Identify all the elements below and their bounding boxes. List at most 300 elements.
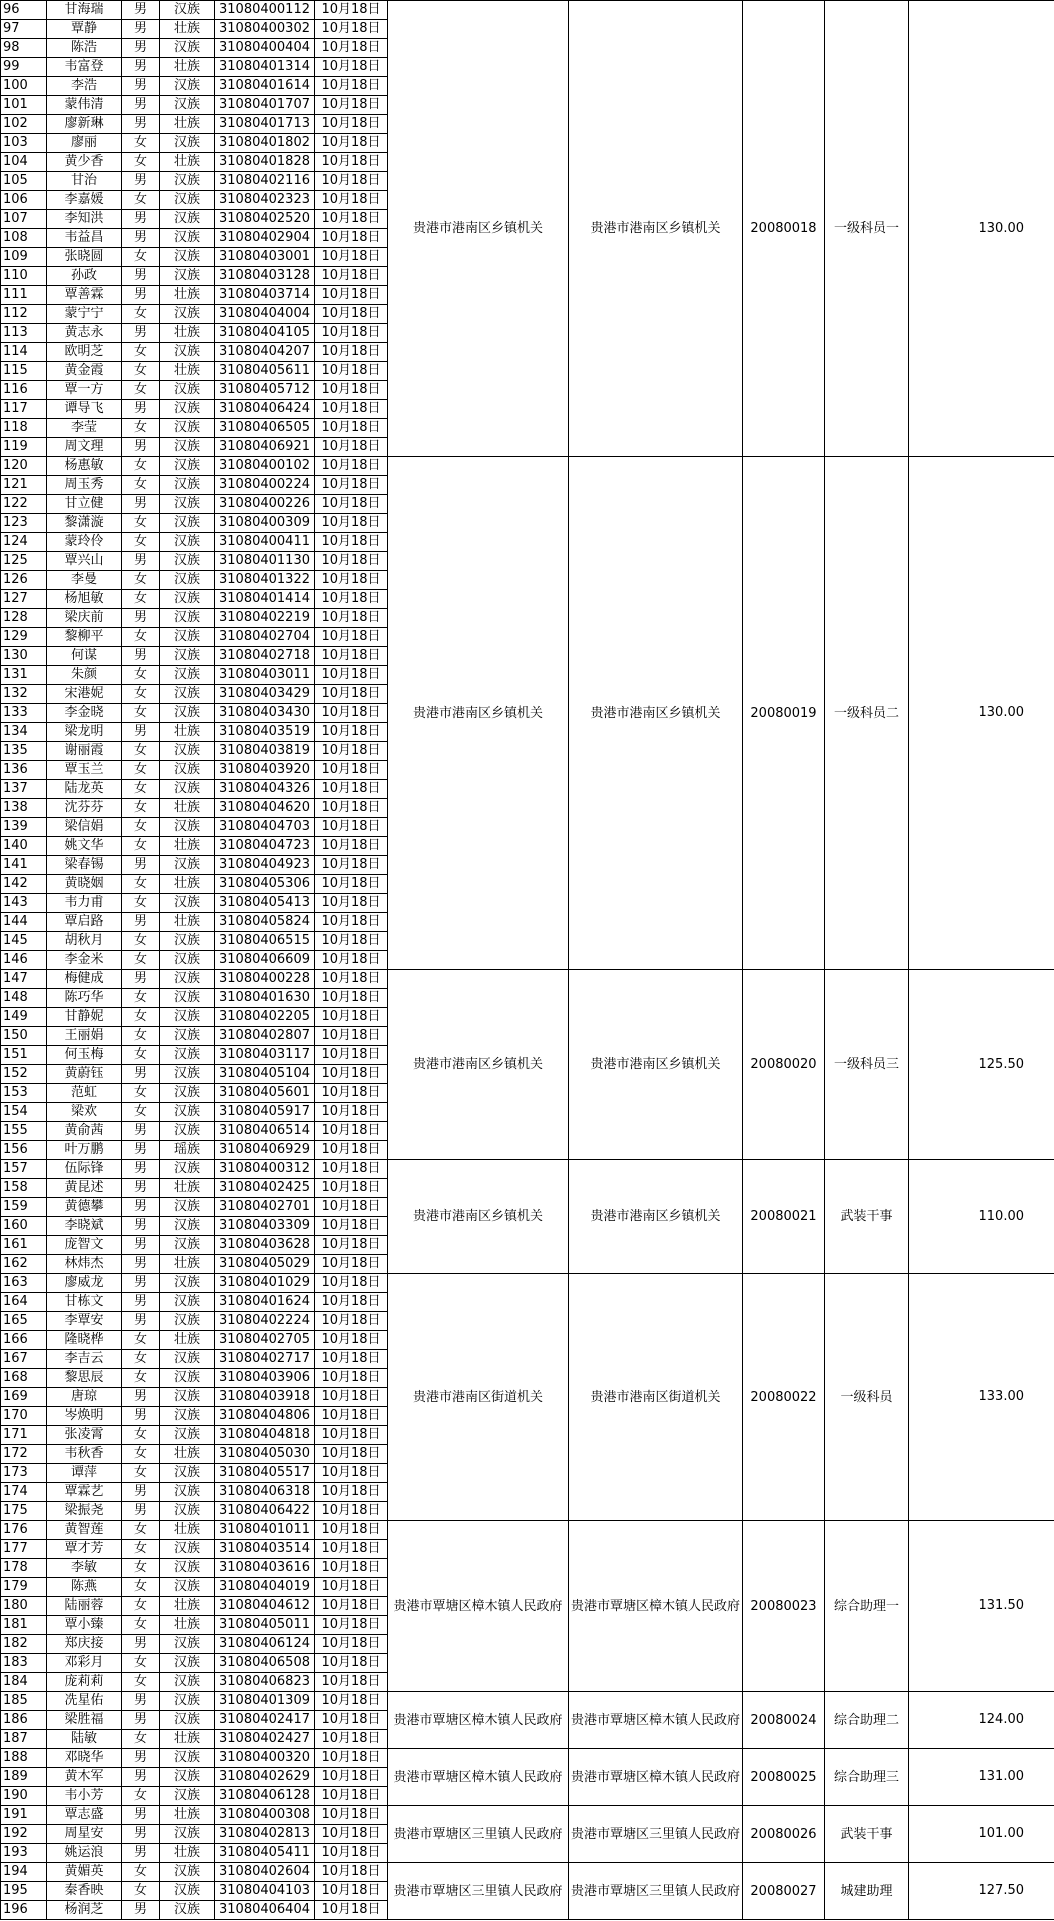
ethnicity: 汉族 <box>160 970 215 989</box>
exam-date: 10月18日 <box>315 1445 388 1464</box>
employing-unit: 贵港市港南区乡镇机关 <box>569 457 743 970</box>
gender: 女 <box>122 666 160 685</box>
ethnicity: 汉族 <box>160 894 215 913</box>
ticket-number: 31080401802 <box>215 134 315 153</box>
ticket-number: 31080405824 <box>215 913 315 932</box>
candidate-name: 李敏 <box>47 1559 122 1578</box>
gender: 男 <box>122 39 160 58</box>
candidate-name: 覃启路 <box>47 913 122 932</box>
candidate-name: 黎柳平 <box>47 628 122 647</box>
exam-date: 10月18日 <box>315 1635 388 1654</box>
ethnicity: 汉族 <box>160 1084 215 1103</box>
candidate-name: 黄媚英 <box>47 1863 122 1882</box>
ticket-number: 31080405030 <box>215 1445 315 1464</box>
exam-date: 10月18日 <box>315 1160 388 1179</box>
ticket-number: 31080404818 <box>215 1426 315 1445</box>
candidate-name: 胡秋月 <box>47 932 122 951</box>
candidate-name: 唐琼 <box>47 1388 122 1407</box>
row-number: 149 <box>1 1008 47 1027</box>
exam-date: 10月18日 <box>315 1483 388 1502</box>
candidate-name: 覃兴山 <box>47 552 122 571</box>
gender: 男 <box>122 77 160 96</box>
ethnicity: 汉族 <box>160 989 215 1008</box>
candidate-name: 黄俞茜 <box>47 1122 122 1141</box>
position-code: 20080021 <box>743 1160 825 1274</box>
row-number: 123 <box>1 514 47 533</box>
ethnicity: 汉族 <box>160 856 215 875</box>
ticket-number: 31080406929 <box>215 1141 315 1160</box>
gender: 女 <box>122 1008 160 1027</box>
exam-date: 10月18日 <box>315 1065 388 1084</box>
row-number: 179 <box>1 1578 47 1597</box>
row-number: 167 <box>1 1350 47 1369</box>
candidate-name: 覃小臻 <box>47 1616 122 1635</box>
ticket-number: 31080403011 <box>215 666 315 685</box>
ticket-number: 31080402813 <box>215 1825 315 1844</box>
ethnicity: 汉族 <box>160 1749 215 1768</box>
row-number: 144 <box>1 913 47 932</box>
gender: 女 <box>122 248 160 267</box>
gender: 男 <box>122 229 160 248</box>
candidate-name: 韦富登 <box>47 58 122 77</box>
table-row <box>1 1274 1054 1293</box>
row-number: 99 <box>1 58 47 77</box>
row-number: 156 <box>1 1141 47 1160</box>
candidate-name: 周玉秀 <box>47 476 122 495</box>
ticket-number: 31080403309 <box>215 1217 315 1236</box>
ethnicity: 壮族 <box>160 115 215 134</box>
candidate-name: 李曼 <box>47 571 122 590</box>
ticket-number: 31080403628 <box>215 1236 315 1255</box>
ethnicity: 汉族 <box>160 685 215 704</box>
exam-date: 10月18日 <box>315 1654 388 1673</box>
candidate-name: 谢丽霞 <box>47 742 122 761</box>
ethnicity: 汉族 <box>160 666 215 685</box>
exam-date: 10月18日 <box>315 894 388 913</box>
candidate-name: 覃霖艺 <box>47 1483 122 1502</box>
ticket-number: 31080401414 <box>215 590 315 609</box>
cutoff-score: 131.50 <box>909 1521 1054 1692</box>
ticket-number: 31080400411 <box>215 533 315 552</box>
exam-date: 10月18日 <box>315 1578 388 1597</box>
ethnicity: 汉族 <box>160 1369 215 1388</box>
candidate-name: 孙政 <box>47 267 122 286</box>
ethnicity: 壮族 <box>160 1255 215 1274</box>
gender: 男 <box>122 1236 160 1255</box>
row-number: 116 <box>1 381 47 400</box>
candidate-name: 韦益昌 <box>47 229 122 248</box>
exam-date: 10月18日 <box>315 1806 388 1825</box>
candidate-name: 甘海瑞 <box>47 1 122 20</box>
candidate-name: 黄智莲 <box>47 1521 122 1540</box>
recruiting-department: 贵港市港南区乡镇机关 <box>388 1 569 457</box>
gender: 男 <box>122 1198 160 1217</box>
ticket-number: 31080402520 <box>215 210 315 229</box>
employing-unit: 贵港市覃塘区三里镇人民政府 <box>569 1806 743 1863</box>
gender: 女 <box>122 1521 160 1540</box>
ticket-number: 31080404620 <box>215 799 315 818</box>
row-number: 114 <box>1 343 47 362</box>
exam-date: 10月18日 <box>315 1084 388 1103</box>
row-number: 159 <box>1 1198 47 1217</box>
row-number: 177 <box>1 1540 47 1559</box>
gender: 女 <box>122 571 160 590</box>
exam-date: 10月18日 <box>315 552 388 571</box>
ethnicity: 壮族 <box>160 913 215 932</box>
ethnicity: 汉族 <box>160 210 215 229</box>
exam-date: 10月18日 <box>315 1236 388 1255</box>
candidate-name: 张凌霄 <box>47 1426 122 1445</box>
ticket-number: 31080406508 <box>215 1654 315 1673</box>
gender: 男 <box>122 1806 160 1825</box>
ticket-number: 31080406422 <box>215 1502 315 1521</box>
row-number: 115 <box>1 362 47 381</box>
row-number: 194 <box>1 1863 47 1882</box>
row-number: 170 <box>1 1407 47 1426</box>
gender: 女 <box>122 590 160 609</box>
exam-date: 10月18日 <box>315 1407 388 1426</box>
ticket-number: 31080403429 <box>215 685 315 704</box>
row-number: 173 <box>1 1464 47 1483</box>
ticket-number: 31080406318 <box>215 1483 315 1502</box>
row-number: 145 <box>1 932 47 951</box>
position-name: 综合助理一 <box>825 1521 909 1692</box>
ethnicity: 汉族 <box>160 609 215 628</box>
ticket-number: 31080400102 <box>215 457 315 476</box>
candidate-name: 庞莉莉 <box>47 1673 122 1692</box>
row-number: 137 <box>1 780 47 799</box>
ticket-number: 31080402701 <box>215 1198 315 1217</box>
row-number: 188 <box>1 1749 47 1768</box>
gender: 男 <box>122 115 160 134</box>
row-number: 181 <box>1 1616 47 1635</box>
exam-date: 10月18日 <box>315 628 388 647</box>
row-number: 155 <box>1 1122 47 1141</box>
ethnicity: 壮族 <box>160 1597 215 1616</box>
exam-date: 10月18日 <box>315 590 388 609</box>
ticket-number: 31080402705 <box>215 1331 315 1350</box>
gender: 男 <box>122 1 160 20</box>
exam-date: 10月18日 <box>315 1179 388 1198</box>
ticket-number: 31080404103 <box>215 1882 315 1901</box>
candidate-name: 宋港妮 <box>47 685 122 704</box>
position-code: 20080025 <box>743 1749 825 1806</box>
ethnicity: 汉族 <box>160 1882 215 1901</box>
ticket-number: 31080401713 <box>215 115 315 134</box>
ticket-number: 31080401029 <box>215 1274 315 1293</box>
gender: 男 <box>122 1749 160 1768</box>
ticket-number: 31080402323 <box>215 191 315 210</box>
gender: 女 <box>122 894 160 913</box>
candidate-name: 黎思辰 <box>47 1369 122 1388</box>
ticket-number: 31080400228 <box>215 970 315 989</box>
ticket-number: 31080402219 <box>215 609 315 628</box>
ticket-number: 31080405011 <box>215 1616 315 1635</box>
cutoff-score: 127.50 <box>909 1863 1054 1920</box>
recruiting-department: 贵港市港南区乡镇机关 <box>388 970 569 1160</box>
ethnicity: 壮族 <box>160 875 215 894</box>
gender: 男 <box>122 913 160 932</box>
gender: 男 <box>122 1141 160 1160</box>
candidate-name: 梁庆前 <box>47 609 122 628</box>
ethnicity: 汉族 <box>160 39 215 58</box>
recruiting-department: 贵港市港南区街道机关 <box>388 1274 569 1521</box>
ticket-number: 31080405306 <box>215 875 315 894</box>
employing-unit: 贵港市覃塘区三里镇人民政府 <box>569 1863 743 1920</box>
gender: 女 <box>122 1578 160 1597</box>
employing-unit: 贵港市覃塘区樟木镇人民政府 <box>569 1692 743 1749</box>
gender: 女 <box>122 305 160 324</box>
ethnicity: 汉族 <box>160 1673 215 1692</box>
gender: 男 <box>122 1844 160 1863</box>
row-number: 134 <box>1 723 47 742</box>
row-number: 124 <box>1 533 47 552</box>
ticket-number: 31080405411 <box>215 1844 315 1863</box>
ticket-number: 31080403430 <box>215 704 315 723</box>
exam-date: 10月18日 <box>315 1787 388 1806</box>
candidate-name: 黄志永 <box>47 324 122 343</box>
exam-date: 10月18日 <box>315 704 388 723</box>
position-name: 一级科员二 <box>825 457 909 970</box>
candidate-name: 陈燕 <box>47 1578 122 1597</box>
position-code: 20080023 <box>743 1521 825 1692</box>
ethnicity: 汉族 <box>160 1103 215 1122</box>
ethnicity: 汉族 <box>160 457 215 476</box>
candidate-name: 杨旭敏 <box>47 590 122 609</box>
employing-unit: 贵港市覃塘区樟木镇人民政府 <box>569 1521 743 1692</box>
exam-date: 10月18日 <box>315 286 388 305</box>
position-name: 综合助理二 <box>825 1692 909 1749</box>
row-number: 146 <box>1 951 47 970</box>
gender: 男 <box>122 1274 160 1293</box>
gender: 女 <box>122 1046 160 1065</box>
candidate-name: 陆龙英 <box>47 780 122 799</box>
exam-date: 10月18日 <box>315 115 388 134</box>
candidate-name: 李吉云 <box>47 1350 122 1369</box>
candidate-name: 甘治 <box>47 172 122 191</box>
candidate-name: 李嘉媛 <box>47 191 122 210</box>
exam-date: 10月18日 <box>315 191 388 210</box>
candidate-name: 李金晓 <box>47 704 122 723</box>
ticket-number: 31080402224 <box>215 1312 315 1331</box>
ticket-number: 31080406609 <box>215 951 315 970</box>
ticket-number: 31080406404 <box>215 1901 315 1920</box>
exam-date: 10月18日 <box>315 1008 388 1027</box>
gender: 女 <box>122 457 160 476</box>
candidate-name: 李金米 <box>47 951 122 970</box>
exam-date: 10月18日 <box>315 1825 388 1844</box>
ticket-number: 31080402807 <box>215 1027 315 1046</box>
exam-date: 10月18日 <box>315 875 388 894</box>
ethnicity: 汉族 <box>160 1578 215 1597</box>
employing-unit: 贵港市港南区乡镇机关 <box>569 1160 743 1274</box>
exam-date: 10月18日 <box>315 1540 388 1559</box>
gender: 女 <box>122 1673 160 1692</box>
row-number: 184 <box>1 1673 47 1692</box>
ethnicity: 汉族 <box>160 1160 215 1179</box>
row-number: 135 <box>1 742 47 761</box>
row-number: 132 <box>1 685 47 704</box>
exam-date: 10月18日 <box>315 1882 388 1901</box>
exam-date: 10月18日 <box>315 1711 388 1730</box>
candidate-name: 廖丽 <box>47 134 122 153</box>
ticket-number: 31080402425 <box>215 1179 315 1198</box>
row-number: 169 <box>1 1388 47 1407</box>
gender: 女 <box>122 1350 160 1369</box>
row-number: 147 <box>1 970 47 989</box>
gender: 女 <box>122 514 160 533</box>
ethnicity: 汉族 <box>160 248 215 267</box>
ethnicity: 汉族 <box>160 1426 215 1445</box>
candidate-name: 甘静妮 <box>47 1008 122 1027</box>
ethnicity: 壮族 <box>160 1730 215 1749</box>
gender: 男 <box>122 324 160 343</box>
row-number: 171 <box>1 1426 47 1445</box>
exam-date: 10月18日 <box>315 1426 388 1445</box>
row-number: 130 <box>1 647 47 666</box>
exam-date: 10月18日 <box>315 1198 388 1217</box>
candidate-name: 陈巧华 <box>47 989 122 1008</box>
gender: 男 <box>122 58 160 77</box>
ticket-number: 31080406921 <box>215 438 315 457</box>
candidate-name: 姚运浪 <box>47 1844 122 1863</box>
gender: 女 <box>122 381 160 400</box>
candidate-name: 陆敏 <box>47 1730 122 1749</box>
ethnicity: 汉族 <box>160 647 215 666</box>
ticket-number: 31080405601 <box>215 1084 315 1103</box>
position-name: 综合助理三 <box>825 1749 909 1806</box>
exam-date: 10月18日 <box>315 533 388 552</box>
gender: 男 <box>122 400 160 419</box>
gender: 女 <box>122 742 160 761</box>
candidate-name: 李晓斌 <box>47 1217 122 1236</box>
ethnicity: 汉族 <box>160 1825 215 1844</box>
exam-date: 10月18日 <box>315 1616 388 1635</box>
ethnicity: 汉族 <box>160 1502 215 1521</box>
exam-date: 10月18日 <box>315 1350 388 1369</box>
ticket-number: 31080406128 <box>215 1787 315 1806</box>
candidate-name: 周文理 <box>47 438 122 457</box>
row-number: 165 <box>1 1312 47 1331</box>
row-number: 113 <box>1 324 47 343</box>
gender: 男 <box>122 1179 160 1198</box>
row-number: 186 <box>1 1711 47 1730</box>
position-name: 武装干事 <box>825 1160 909 1274</box>
gender: 女 <box>122 704 160 723</box>
ethnicity: 汉族 <box>160 1654 215 1673</box>
candidate-name: 陆丽蓉 <box>47 1597 122 1616</box>
ticket-number: 31080402205 <box>215 1008 315 1027</box>
candidate-name: 黄金霞 <box>47 362 122 381</box>
gender: 女 <box>122 419 160 438</box>
exam-date: 10月18日 <box>315 685 388 704</box>
ethnicity: 汉族 <box>160 1217 215 1236</box>
ethnicity: 汉族 <box>160 229 215 248</box>
ethnicity: 汉族 <box>160 1274 215 1293</box>
ethnicity: 汉族 <box>160 1236 215 1255</box>
ticket-number: 31080400320 <box>215 1749 315 1768</box>
exam-date: 10月18日 <box>315 305 388 324</box>
gender: 女 <box>122 837 160 856</box>
ethnicity: 汉族 <box>160 419 215 438</box>
exam-date: 10月18日 <box>315 229 388 248</box>
ticket-number: 31080406514 <box>215 1122 315 1141</box>
ethnicity: 汉族 <box>160 1901 215 1920</box>
row-number: 193 <box>1 1844 47 1863</box>
candidate-name: 覃善霖 <box>47 286 122 305</box>
ethnicity: 汉族 <box>160 932 215 951</box>
candidate-name: 韦力甫 <box>47 894 122 913</box>
row-number: 126 <box>1 571 47 590</box>
ethnicity: 汉族 <box>160 1692 215 1711</box>
row-number: 160 <box>1 1217 47 1236</box>
exam-date: 10月18日 <box>315 248 388 267</box>
gender: 男 <box>122 609 160 628</box>
ethnicity: 汉族 <box>160 305 215 324</box>
exam-date: 10月18日 <box>315 1141 388 1160</box>
gender: 女 <box>122 1027 160 1046</box>
cutoff-score: 130.00 <box>909 457 1054 970</box>
ticket-number: 31080400226 <box>215 495 315 514</box>
ticket-number: 31080402116 <box>215 172 315 191</box>
candidate-name: 蒙玲伶 <box>47 533 122 552</box>
candidate-name: 覃一方 <box>47 381 122 400</box>
row-number: 129 <box>1 628 47 647</box>
position-name: 武装干事 <box>825 1806 909 1863</box>
candidate-name: 伍际锋 <box>47 1160 122 1179</box>
ethnicity: 汉族 <box>160 1008 215 1027</box>
candidate-name: 蒙宁宁 <box>47 305 122 324</box>
exam-date: 10月18日 <box>315 1673 388 1692</box>
exam-date: 10月18日 <box>315 1901 388 1920</box>
row-number: 152 <box>1 1065 47 1084</box>
ticket-number: 31080405917 <box>215 1103 315 1122</box>
table-row <box>1 1806 1054 1825</box>
ethnicity: 汉族 <box>160 1 215 20</box>
exam-date: 10月18日 <box>315 1274 388 1293</box>
gender: 女 <box>122 153 160 172</box>
table-row <box>1 970 1054 989</box>
row-number: 189 <box>1 1768 47 1787</box>
ethnicity: 汉族 <box>160 438 215 457</box>
ethnicity: 壮族 <box>160 1806 215 1825</box>
ticket-number: 31080404703 <box>215 818 315 837</box>
ethnicity: 汉族 <box>160 191 215 210</box>
table-row <box>1 1521 1054 1540</box>
exam-date: 10月18日 <box>315 324 388 343</box>
candidate-name: 梁春锡 <box>47 856 122 875</box>
ethnicity: 壮族 <box>160 1179 215 1198</box>
ethnicity: 汉族 <box>160 552 215 571</box>
ethnicity: 汉族 <box>160 571 215 590</box>
candidate-name: 蒙伟清 <box>47 96 122 115</box>
ticket-number: 31080403714 <box>215 286 315 305</box>
ticket-number: 31080401314 <box>215 58 315 77</box>
ticket-number: 31080400302 <box>215 20 315 39</box>
gender: 男 <box>122 1217 160 1236</box>
gender: 男 <box>122 1483 160 1502</box>
gender: 男 <box>122 267 160 286</box>
ticket-number: 31080404019 <box>215 1578 315 1597</box>
ticket-number: 31080404207 <box>215 343 315 362</box>
gender: 男 <box>122 1160 160 1179</box>
cutoff-score: 101.00 <box>909 1806 1054 1863</box>
row-number: 168 <box>1 1369 47 1388</box>
gender: 女 <box>122 875 160 894</box>
ethnicity: 汉族 <box>160 780 215 799</box>
candidate-name: 谭导飞 <box>47 400 122 419</box>
ticket-number: 31080402704 <box>215 628 315 647</box>
